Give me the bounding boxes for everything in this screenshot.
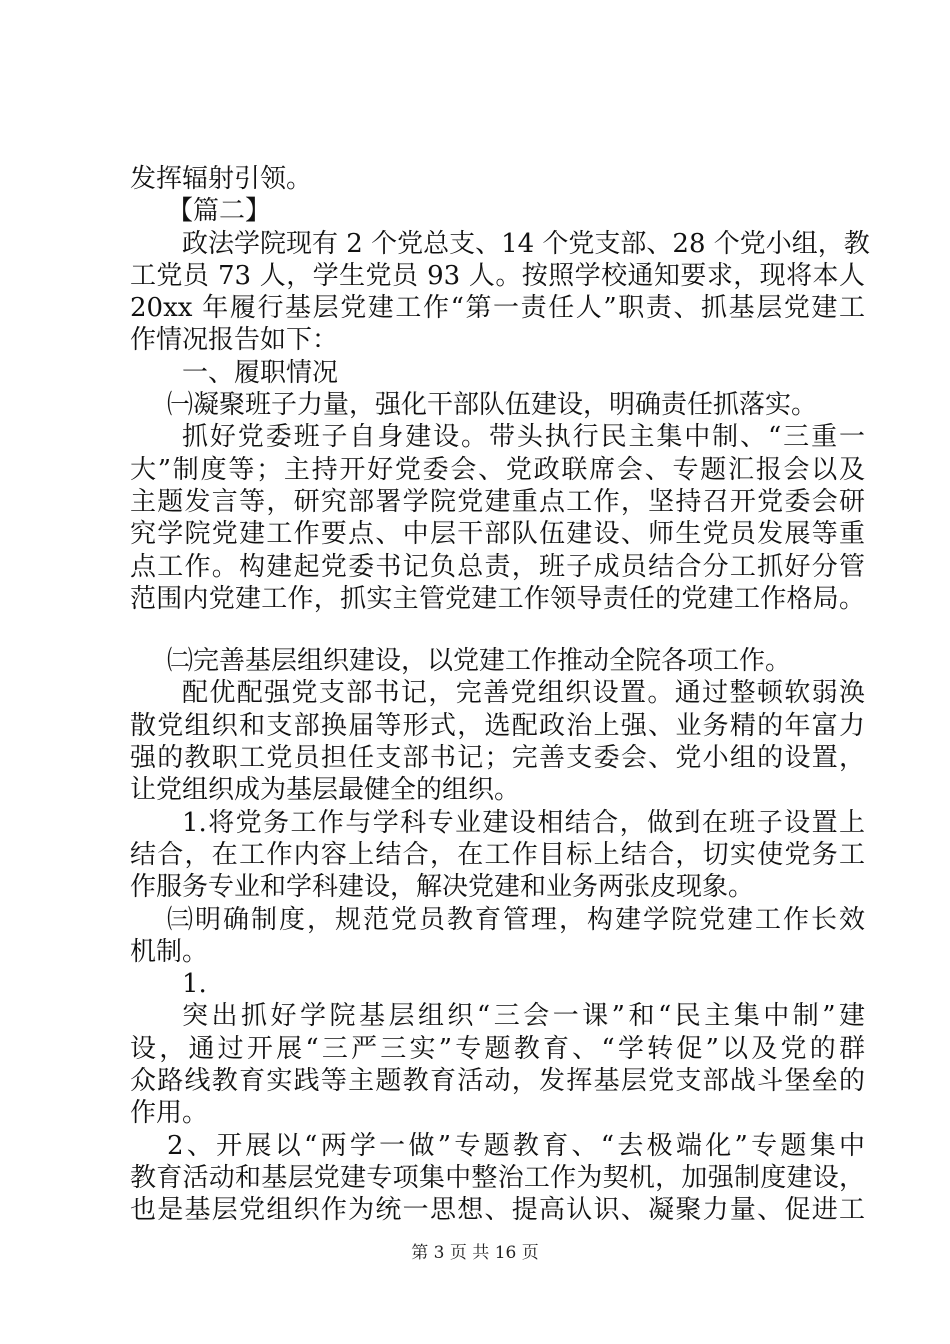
text-line: 发挥辐射引领。 — [130, 164, 313, 194]
text-line: 机制。 — [130, 936, 209, 967]
text-line: 主题发言等，研究部署学院党建重点工作，坚持召开党委会研 — [130, 486, 865, 517]
page-number-footer: 第 3 页 共 16 页 — [411, 1243, 539, 1263]
text-line: 抓好党委班子自身建设。带头执行民主集中制、“三重一 — [182, 422, 865, 453]
text-line: 政法学院现有 2 个党总支、14 个党支部、28 个党小组，教 — [182, 228, 870, 259]
text-line: 让党组织成为基层最健全的组织。 — [130, 775, 521, 806]
text-line: 工党员 73 人，学生党员 93 人。按照学校通知要求，现将本人 — [130, 260, 865, 291]
list-number: 1. — [182, 969, 207, 1000]
text-line: 究学院党建工作要点、中层干部队伍建设、师生党员发展等重 — [130, 519, 865, 550]
text-line: 众路线教育实践等主题教育活动，发挥基层党支部战斗堡垒的 — [130, 1066, 865, 1097]
subheading: ㈠凝聚班子力量，强化干部队伍建设，明确责任抓落实。 — [167, 390, 818, 421]
subheading: 一、履职情况 — [182, 357, 339, 388]
text-line: 突出抓好学院基层组织“三会一课”和“民主集中制”建 — [182, 1001, 865, 1032]
section-heading: 【篇二】 — [167, 196, 272, 227]
paragraph-gap — [130, 615, 865, 645]
text-line: 2、开展以“两学一做”专题教育、“去极端化”专题集中 — [167, 1130, 865, 1161]
text-line: 强的教职工党员担任支部书记；完善支委会、党小组的设置， — [130, 743, 865, 774]
subheading: ㈡完善基层组织建设，以党建工作推动全院各项工作。 — [167, 646, 792, 677]
text-line: 设，通过开展“三严三实”专题教育、“学转促”以及党的群 — [130, 1033, 865, 1064]
text-line: 大”制度等；主持开好党委会、党政联席会、专题汇报会以及 — [130, 454, 865, 485]
text-line: 点工作。构建起党委书记负总责，班子成员结合分工抓好分管 — [130, 551, 865, 582]
document-body — [130, 163, 870, 1227]
text-line: 教育活动和基层党建专项集中整治工作为契机，加强制度建设， — [130, 1162, 865, 1193]
text-line: 20xx 年履行基层党建工作“第一责任人”职责、抓基层党建工 — [130, 293, 865, 324]
subheading: ㈢明确制度，规范党员教育管理，构建学院党建工作长效 — [167, 904, 865, 935]
text-line: 范围内党建工作，抓实主管党建工作领导责任的党建工作格局。 — [130, 583, 865, 614]
text-line: 散党组织和支部换届等形式，选配政治上强、业务精的年富力 — [130, 710, 865, 741]
text-line: 结合，在工作内容上结合，在工作目标上结合，切实使党务工 — [130, 839, 865, 870]
text-line: 作情况报告如下： — [130, 325, 339, 356]
text-line: 作用。 — [130, 1098, 209, 1129]
text-line: 作服务专业和学科建设，解决党建和业务两张皮现象。 — [130, 872, 755, 903]
text-line: 1.将党务工作与学科专业建设相结合，做到在班子设置上 — [182, 807, 865, 838]
text-line: 也是基层党组织作为统一思想、提高认识、凝聚力量、促进工 — [130, 1195, 865, 1226]
text-line: 配优配强党支部书记，完善党组织设置。通过整顿软弱涣 — [182, 678, 865, 709]
